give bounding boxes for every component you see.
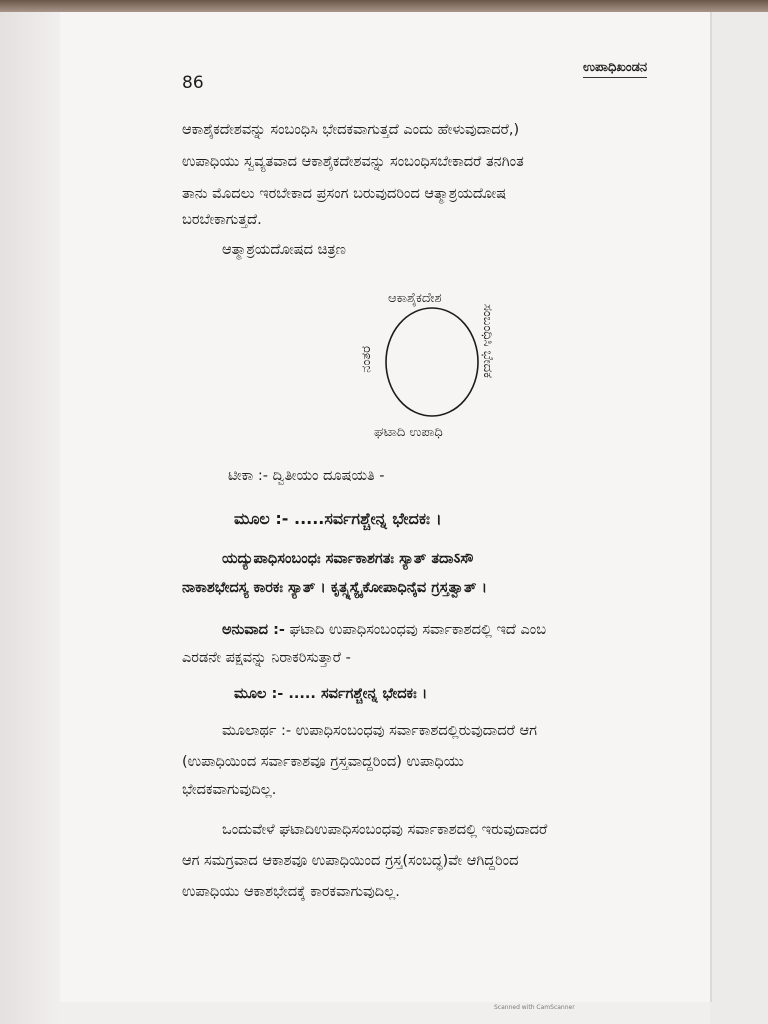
mula-2-line (234, 686, 427, 702)
anuvada-text-1: ಘಟಾದಿ ಉಪಾಧಿಸಂಬಂಧವು ಸರ್ವಾಕಾಶದಲ್ಲಿ ಇದೆ ಎಂಬ (289, 622, 547, 638)
diagram-label-top: ಆಕಾಶೈಕದೇಶ (388, 291, 442, 306)
paragraph-1-line-2: ಉಪಾಧಿಯು ಸ್ವವ್ಯತವಾದ ಆಕಾಶೈಕದೇಶವನ್ನು ಸಂಬಂಧಿಸಬೇಕಾದರೆ ತನಗಿಂತ (182, 154, 524, 170)
diagram-label-right: ಸಂಬಂಧಿಸಿ ಭೇದಕ (480, 304, 495, 379)
anuvada-label: ಅನುವಾದ :- (222, 622, 285, 638)
paragraph-last-line-3: ಉಪಾಧಿಯು ಆಕಾಶಭೇದಕ್ಕೆ ಕಾರಕವಾಗುವುದಿಲ್ಲ. (182, 884, 400, 900)
running-head: ಉಪಾಧಿಖಂಡನ (583, 60, 647, 78)
mula-1-label: ಮೂಲ :- (234, 509, 289, 528)
paragraph-last-line-1: ಒಂದುವೇಳೆ ಘಟಾದಿಉಪಾಧಿಸಂಬಂಧವು ಸರ್ವಾಕಾಶದಲ್ಲಿ ಇರುವುದಾದರೆ (222, 822, 548, 838)
top-book-edge (0, 0, 768, 12)
paragraph-1-line-4: ಬರಬೇಕಾಗುತ್ತದೆ. (182, 212, 262, 228)
mula-1-text: .....ಸರ್ವಗಶ್ಚೇನ್ನ ಭೇದಕಃ । (293, 509, 442, 528)
sanskrit-line-2: ನಾಕಾಶಭೇದಸ್ಯ ಕಾರಕಃ ಸ್ಯಾತ್ । ಕೃತ್ಸ್ನಸ್ಯೈಕೋಪಾಧಿನೈವ ಗ್ರಸ್ತತ್ವಾತ್ । (182, 580, 487, 596)
mula-1-line (234, 509, 442, 529)
tika-text: ದ್ವಿತೀಯಂ ದೂಷಯತಿ - (272, 468, 385, 484)
mularttha-text-1: ಉಪಾಧಿಸಂಬಂಧವು ಸರ್ವಾಕಾಶದಲ್ಲಿರುವುದಾದರೆ ಆಗ (295, 723, 537, 739)
mularttha-line-2: (ಉಪಾಧಿಯಿಂದ ಸರ್ವಾಕಾಶವೂ ಗ್ರಸ್ತವಾದ್ದರಿಂದ) ಉಪಾಧಿಯು (182, 754, 464, 770)
mula-2-label: ಮೂಲ :- (234, 686, 284, 702)
mularttha-line-1 (222, 723, 537, 739)
right-margin (710, 12, 768, 1024)
paragraph-1-line-3: ತಾನು ಮೊದಲು ಇರಬೇಕಾದ ಪ್ರಸಂಗ ಬರುವುದರಿಂದ ಆತ್ಮಾಶ್ರಯದೋಷ (182, 186, 507, 202)
diagram-label-bottom: ಘಟಾದಿ ಉಪಾಧಿ (374, 425, 443, 440)
anuvada-line-1 (222, 622, 546, 638)
diagram-title: ಆತ್ಮಾಶ್ರಯದೋಷದ ಚಿತ್ರಣ (222, 242, 346, 258)
diagram-label-left: ನಂತರ (359, 346, 374, 373)
self-dependence-diagram (340, 280, 540, 450)
page-number: 86 (182, 73, 204, 93)
mula-2-text: ..... ಸರ್ವಗಶ್ಚೇನ್ನ ಭೇದಕಃ । (288, 686, 428, 702)
mularttha-label: ಮೂಲಾರ್ಥ :- (222, 723, 292, 739)
paragraph-last-line-2: ಆಗ ಸಮಗ್ರವಾದ ಆಕಾಶವೂ ಉಪಾಧಿಯಿಂದ ಗ್ರಸ್ತ(ಸಂಬದ್ಧ)ವೇ ಆಗಿದ್ದರಿಂದ (182, 853, 519, 869)
mularttha-line-3: ಭೇದಕವಾಗುವುದಿಲ್ಲ. (182, 782, 277, 798)
tika-label: ಟೀಕಾ :- (228, 468, 269, 484)
anuvada-line-2: ಎರಡನೇ ಪಕ್ಷವನ್ನು ನಿರಾಕರಿಸುತ್ತಾರೆ - (182, 650, 351, 666)
sanskrit-line-1: ಯದ್ಯುಪಾಧಿಸಂಬಂಧಃ ಸರ್ವಾಕಾಶಗತಃ ಸ್ಯಾತ್ ತದಾऽಸೌ (222, 551, 474, 567)
left-margin-shadow (0, 12, 60, 1024)
paragraph-1-line-1: ಆಕಾಶೈಕದೇಶವನ್ನು ಸಂಬಂಧಿಸಿ ಭೇದಕವಾಗುತ್ತದೆ ಎಂದು ಹೇಳುವುದಾದರೆ,) (182, 122, 520, 138)
diagram-cycle-circle (386, 308, 478, 416)
tika-line (228, 468, 385, 484)
scanner-watermark: Scanned with CamScanner (494, 1004, 575, 1011)
